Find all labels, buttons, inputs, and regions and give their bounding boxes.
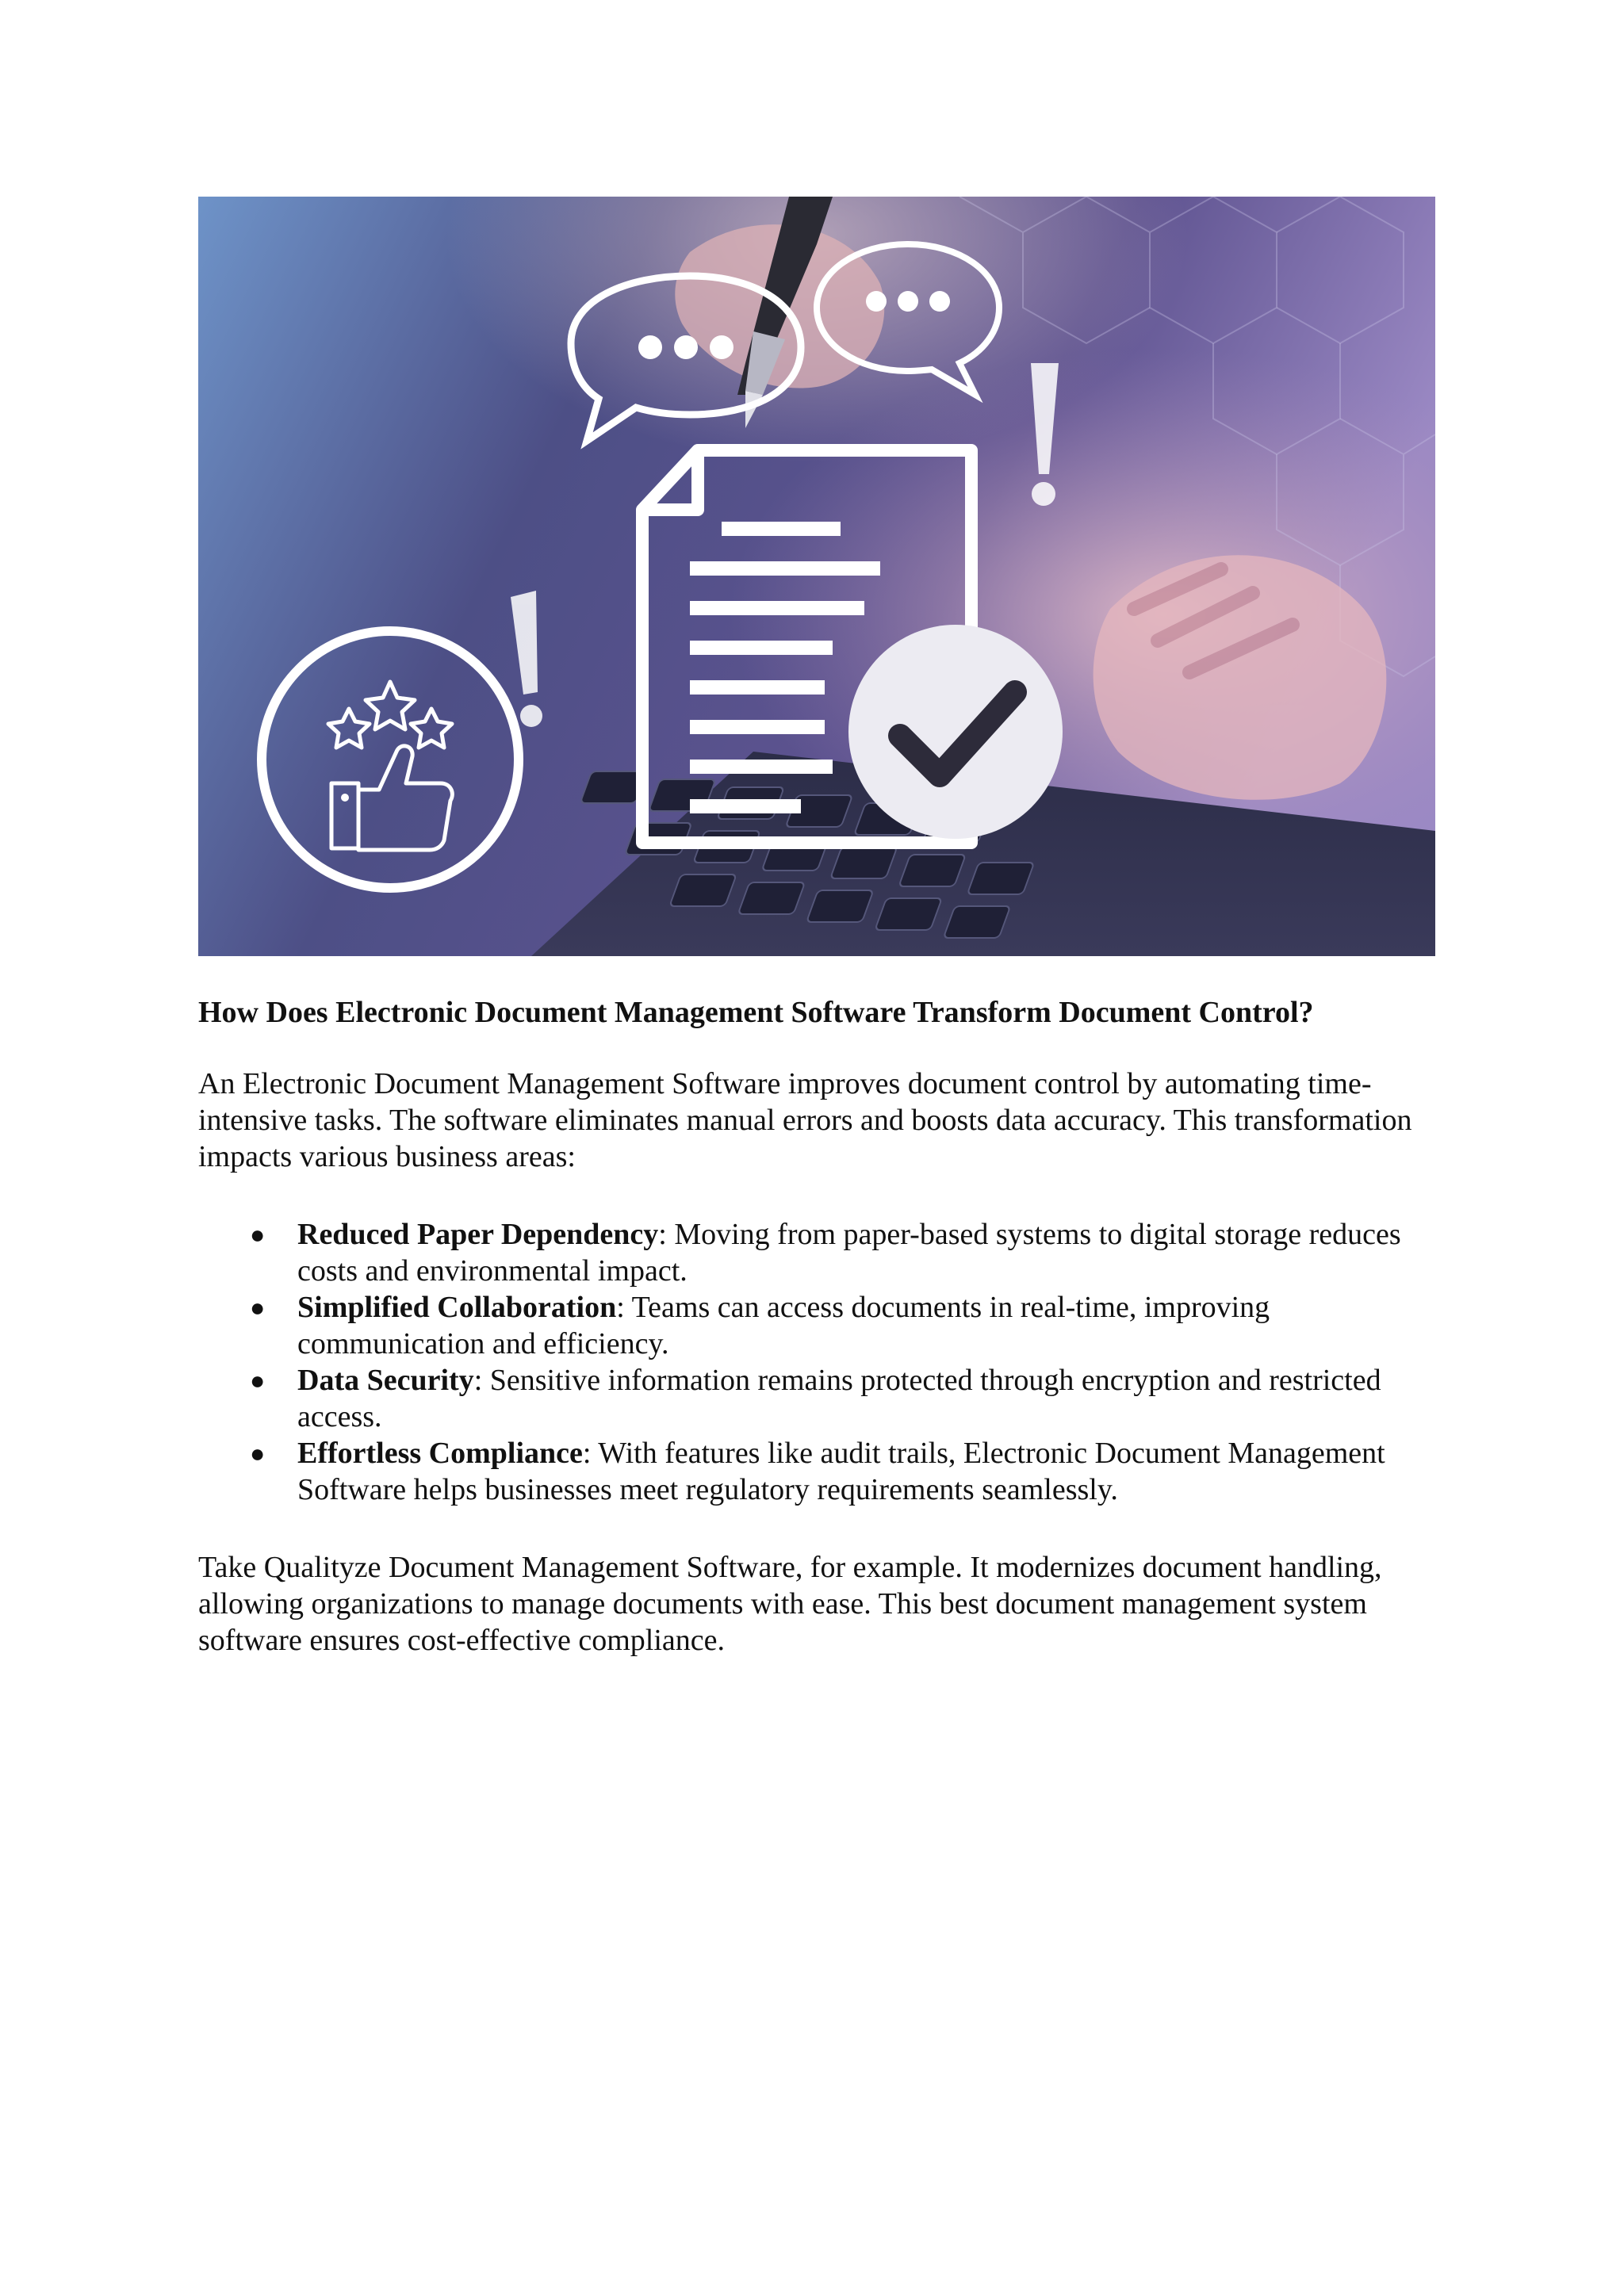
list-item-term: Effortless Compliance <box>297 1437 583 1470</box>
list-item <box>198 1362 1435 1435</box>
list-item <box>198 1435 1435 1508</box>
bullet-icon: ● <box>250 1439 266 1468</box>
hero-illustration <box>198 197 1435 956</box>
bullet-icon: ● <box>250 1293 266 1322</box>
list-item-text: : With features like audit trails, Electronic Document Management Software helps businesses meet regulatory requirements seamlessly. <box>297 1437 1385 1506</box>
list-item-term: Simplified Collaboration <box>297 1291 617 1324</box>
list-item-text: : Sensitive information remains protected through encryption and restricted access. <box>297 1364 1381 1433</box>
closing-paragraph: Take Qualityze Document Management Software, for example. It modernizes document handling, allowing organizations to manage documents with ease. This best document management system software ensures cost-effective compliance. <box>198 1551 1382 1657</box>
bullet-icon: ● <box>250 1220 266 1249</box>
benefits-list <box>198 1216 1435 1508</box>
list-item-text: : Teams can access documents in real-time, improving communication and efficiency. <box>297 1291 1270 1360</box>
checkmark-icon <box>848 625 1063 839</box>
list-item-term: Reduced Paper Dependency <box>297 1218 659 1251</box>
list-item <box>198 1216 1435 1289</box>
bullet-icon: ● <box>250 1366 266 1395</box>
article-heading: How Does Electronic Document Management Software Transform Document Control? <box>198 996 1314 1029</box>
intro-paragraph: An Electronic Document Management Software improves document control by automating time-intensive tasks. The software eliminates manual errors and boosts data accuracy. This transformation impacts various business areas: <box>198 1067 1412 1173</box>
hero-image <box>198 197 1435 956</box>
list-item-text: : Moving from paper-based systems to digital storage reduces costs and environmental impact. <box>297 1218 1401 1288</box>
list-item <box>198 1289 1435 1362</box>
list-item-term: Data Security <box>297 1364 474 1397</box>
article-body <box>198 994 1435 1659</box>
